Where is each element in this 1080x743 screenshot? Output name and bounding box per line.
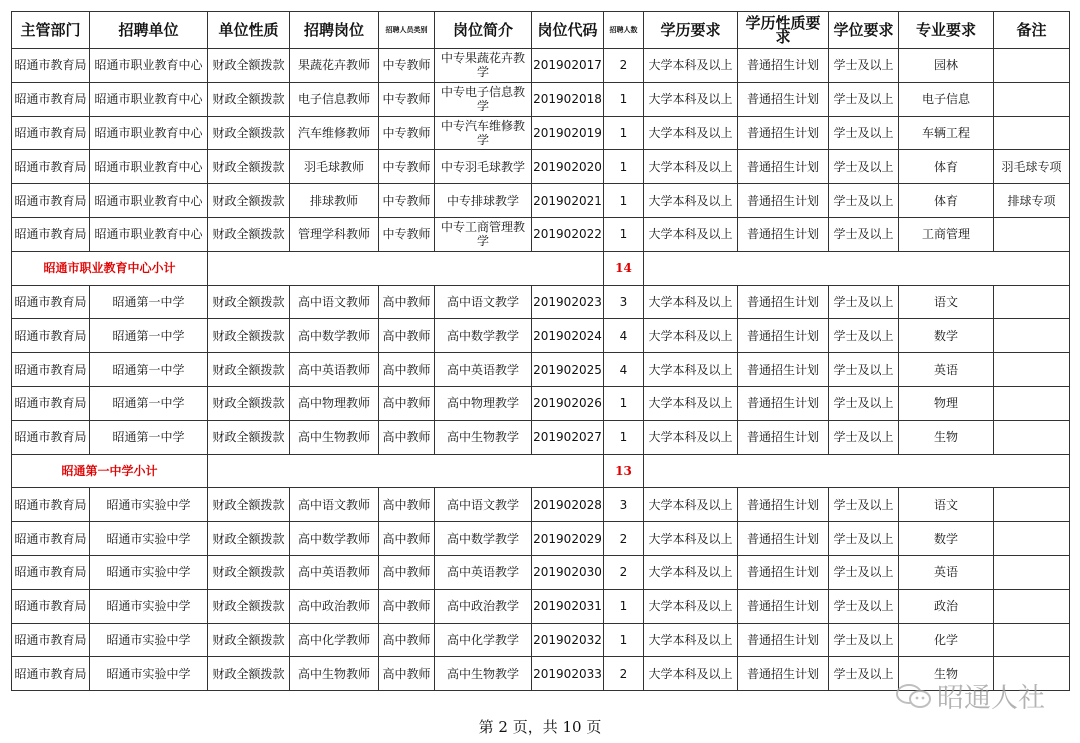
table-cell: 普通招生计划 bbox=[738, 657, 829, 691]
table-cell: 电子信息 bbox=[899, 82, 994, 116]
table-cell: 中专教师 bbox=[379, 184, 435, 218]
table-cell: 高中英语教师 bbox=[290, 353, 379, 387]
table-cell: 财政全额拨款 bbox=[208, 555, 290, 589]
table-cell: 昭通市教育局 bbox=[12, 555, 90, 589]
table-cell: 201902020 bbox=[532, 150, 604, 184]
table-cell: 201902030 bbox=[532, 555, 604, 589]
page-footer: 第 2 页，共 10 页 bbox=[478, 718, 602, 736]
column-header: 学位要求 bbox=[829, 12, 899, 49]
table-cell: 3 bbox=[604, 285, 644, 319]
table-cell: 高中政治教学 bbox=[435, 589, 532, 623]
table-cell: 1 bbox=[604, 589, 644, 623]
table-cell: 普通招生计划 bbox=[738, 49, 829, 83]
subtotal-row bbox=[12, 251, 1070, 285]
table-cell: 大学本科及以上 bbox=[644, 589, 738, 623]
column-header: 招聘人员类别 bbox=[379, 12, 435, 49]
table-cell: 财政全额拨款 bbox=[208, 657, 290, 691]
subtotal-row bbox=[12, 454, 1070, 488]
table-cell: 中专教师 bbox=[379, 150, 435, 184]
table-cell: 1 bbox=[604, 184, 644, 218]
table-cell: 昭通市教育局 bbox=[12, 116, 90, 150]
table-cell: 排球专项 bbox=[994, 184, 1070, 218]
table-cell: 中专教师 bbox=[379, 217, 435, 251]
table-cell: 大学本科及以上 bbox=[644, 82, 738, 116]
column-header: 专业要求 bbox=[899, 12, 994, 49]
table-row bbox=[12, 116, 1070, 150]
table-cell: 昭通市职业教育中心 bbox=[90, 49, 208, 83]
table-cell: 园林 bbox=[899, 49, 994, 83]
table-cell: 201902024 bbox=[532, 319, 604, 353]
column-header: 招聘单位 bbox=[90, 12, 208, 49]
table-cell: 昭通市实验中学 bbox=[90, 657, 208, 691]
table-cell: 高中教师 bbox=[379, 623, 435, 657]
table-cell: 中专工商管理教学 bbox=[435, 217, 532, 251]
table-cell: 高中语文教师 bbox=[290, 285, 379, 319]
table-cell: 高中英语教师 bbox=[290, 555, 379, 589]
table-cell: 高中生物教学 bbox=[435, 420, 532, 454]
table-cell: 大学本科及以上 bbox=[644, 319, 738, 353]
table-cell: 昭通市职业教育中心 bbox=[90, 184, 208, 218]
subtotal-label: 昭通第一中学小计 bbox=[12, 454, 208, 488]
table-cell: 管理学科教师 bbox=[290, 217, 379, 251]
table-cell: 财政全额拨款 bbox=[208, 49, 290, 83]
table-cell: 财政全额拨款 bbox=[208, 420, 290, 454]
recruitment-table bbox=[11, 11, 1070, 691]
table-cell: 昭通市教育局 bbox=[12, 319, 90, 353]
table-cell: 1 bbox=[604, 150, 644, 184]
table-cell: 4 bbox=[604, 319, 644, 353]
table-cell bbox=[994, 49, 1070, 83]
table-cell: 学士及以上 bbox=[829, 49, 899, 83]
table-cell: 昭通第一中学 bbox=[90, 386, 208, 420]
table-cell: 大学本科及以上 bbox=[644, 657, 738, 691]
table-cell: 政治 bbox=[899, 589, 994, 623]
header-row bbox=[12, 12, 1070, 49]
table-cell: 羽毛球教师 bbox=[290, 150, 379, 184]
table-cell: 大学本科及以上 bbox=[644, 420, 738, 454]
table-row bbox=[12, 150, 1070, 184]
table-cell bbox=[994, 522, 1070, 556]
table-cell: 高中教师 bbox=[379, 488, 435, 522]
table-row bbox=[12, 522, 1070, 556]
table-cell: 大学本科及以上 bbox=[644, 49, 738, 83]
table-cell: 大学本科及以上 bbox=[644, 623, 738, 657]
column-header: 学历性质要求 bbox=[738, 12, 829, 49]
table-cell: 数学 bbox=[899, 522, 994, 556]
table-cell bbox=[994, 386, 1070, 420]
table-cell: 201902018 bbox=[532, 82, 604, 116]
column-header: 学历要求 bbox=[644, 12, 738, 49]
table-cell: 1 bbox=[604, 116, 644, 150]
table-cell: 201902025 bbox=[532, 353, 604, 387]
table-cell: 英语 bbox=[899, 353, 994, 387]
table-cell: 昭通市教育局 bbox=[12, 522, 90, 556]
table-cell: 高中语文教学 bbox=[435, 488, 532, 522]
table-cell bbox=[994, 488, 1070, 522]
table-cell: 电子信息教师 bbox=[290, 82, 379, 116]
table-cell: 昭通市实验中学 bbox=[90, 589, 208, 623]
table-cell: 财政全额拨款 bbox=[208, 285, 290, 319]
table-cell: 车辆工程 bbox=[899, 116, 994, 150]
table-cell: 高中英语教学 bbox=[435, 555, 532, 589]
table-cell: 高中数学教师 bbox=[290, 319, 379, 353]
table-cell: 学士及以上 bbox=[829, 420, 899, 454]
table-cell: 财政全额拨款 bbox=[208, 353, 290, 387]
watermark bbox=[895, 676, 1045, 715]
table-cell: 生物 bbox=[899, 657, 994, 691]
table-cell: 昭通市教育局 bbox=[12, 150, 90, 184]
table-cell: 昭通市实验中学 bbox=[90, 522, 208, 556]
table-cell: 大学本科及以上 bbox=[644, 386, 738, 420]
empty-cell bbox=[208, 454, 604, 488]
subtotal-count: 14 bbox=[604, 251, 644, 285]
table-cell: 昭通市实验中学 bbox=[90, 488, 208, 522]
table-cell: 高中语文教师 bbox=[290, 488, 379, 522]
table-cell: 中专电子信息教学 bbox=[435, 82, 532, 116]
table-cell: 高中教师 bbox=[379, 353, 435, 387]
table-cell: 排球教师 bbox=[290, 184, 379, 218]
table-cell: 普通招生计划 bbox=[738, 420, 829, 454]
table-cell: 学士及以上 bbox=[829, 217, 899, 251]
table-cell: 化学 bbox=[899, 623, 994, 657]
table-cell: 大学本科及以上 bbox=[644, 184, 738, 218]
table-cell: 学士及以上 bbox=[829, 184, 899, 218]
table-cell: 学士及以上 bbox=[829, 319, 899, 353]
table-cell: 昭通第一中学 bbox=[90, 285, 208, 319]
table-cell: 学士及以上 bbox=[829, 555, 899, 589]
column-header: 岗位代码 bbox=[532, 12, 604, 49]
table-cell: 普通招生计划 bbox=[738, 82, 829, 116]
empty-cell bbox=[644, 251, 1070, 285]
empty-cell bbox=[208, 251, 604, 285]
table-cell: 高中教师 bbox=[379, 420, 435, 454]
table-cell: 大学本科及以上 bbox=[644, 555, 738, 589]
table-cell: 201902017 bbox=[532, 49, 604, 83]
table-cell: 汽车维修教师 bbox=[290, 116, 379, 150]
table-cell: 财政全额拨款 bbox=[208, 150, 290, 184]
table-cell bbox=[994, 82, 1070, 116]
table-row bbox=[12, 623, 1070, 657]
table-cell: 学士及以上 bbox=[829, 353, 899, 387]
table-cell: 201902029 bbox=[532, 522, 604, 556]
table-cell: 高中英语教学 bbox=[435, 353, 532, 387]
table-row bbox=[12, 488, 1070, 522]
table-cell: 201902023 bbox=[532, 285, 604, 319]
table-cell: 高中语文教学 bbox=[435, 285, 532, 319]
table-cell: 普通招生计划 bbox=[738, 488, 829, 522]
table-cell: 羽毛球专项 bbox=[994, 150, 1070, 184]
watermark-text: 昭通人社 bbox=[937, 683, 1045, 714]
table-cell: 201902032 bbox=[532, 623, 604, 657]
table-cell: 中专果蔬花卉教学 bbox=[435, 49, 532, 83]
table-cell: 高中教师 bbox=[379, 319, 435, 353]
table-cell: 英语 bbox=[899, 555, 994, 589]
column-header: 招聘岗位 bbox=[290, 12, 379, 49]
table-cell: 大学本科及以上 bbox=[644, 116, 738, 150]
table-cell: 高中生物教师 bbox=[290, 420, 379, 454]
table-cell: 高中数学教师 bbox=[290, 522, 379, 556]
table-cell: 高中教师 bbox=[379, 386, 435, 420]
empty-cell bbox=[644, 454, 1070, 488]
table-cell: 普通招生计划 bbox=[738, 522, 829, 556]
table-cell: 昭通市教育局 bbox=[12, 623, 90, 657]
table-row bbox=[12, 82, 1070, 116]
table-cell: 1 bbox=[604, 217, 644, 251]
table-cell: 学士及以上 bbox=[829, 150, 899, 184]
table-cell: 高中数学教学 bbox=[435, 522, 532, 556]
table-cell: 学士及以上 bbox=[829, 488, 899, 522]
table-cell: 高中生物教学 bbox=[435, 657, 532, 691]
table-cell: 昭通市教育局 bbox=[12, 353, 90, 387]
table-cell: 大学本科及以上 bbox=[644, 522, 738, 556]
table-row bbox=[12, 184, 1070, 218]
table-cell: 财政全额拨款 bbox=[208, 386, 290, 420]
table-cell: 大学本科及以上 bbox=[644, 150, 738, 184]
table-cell: 2 bbox=[604, 555, 644, 589]
table-cell: 昭通第一中学 bbox=[90, 319, 208, 353]
column-header: 主管部门 bbox=[12, 12, 90, 49]
table-cell: 昭通市教育局 bbox=[12, 285, 90, 319]
table-cell: 财政全额拨款 bbox=[208, 623, 290, 657]
table-cell: 财政全额拨款 bbox=[208, 488, 290, 522]
table-cell: 高中物理教学 bbox=[435, 386, 532, 420]
table-cell: 高中教师 bbox=[379, 555, 435, 589]
table-cell: 学士及以上 bbox=[829, 82, 899, 116]
table-cell bbox=[994, 285, 1070, 319]
table-cell: 昭通市教育局 bbox=[12, 82, 90, 116]
table-cell: 1 bbox=[604, 420, 644, 454]
table-cell: 昭通第一中学 bbox=[90, 420, 208, 454]
table-cell: 生物 bbox=[899, 420, 994, 454]
table-row bbox=[12, 285, 1070, 319]
table-cell bbox=[994, 217, 1070, 251]
table-cell: 1 bbox=[604, 623, 644, 657]
table-cell: 昭通市教育局 bbox=[12, 386, 90, 420]
table-cell bbox=[994, 353, 1070, 387]
column-header: 单位性质 bbox=[208, 12, 290, 49]
table-cell: 2 bbox=[604, 49, 644, 83]
table-cell: 财政全额拨款 bbox=[208, 589, 290, 623]
table-cell bbox=[994, 319, 1070, 353]
table-cell: 高中政治教师 bbox=[290, 589, 379, 623]
table-cell: 财政全额拨款 bbox=[208, 82, 290, 116]
table-cell: 高中化学教师 bbox=[290, 623, 379, 657]
table-cell bbox=[994, 116, 1070, 150]
table-cell: 学士及以上 bbox=[829, 657, 899, 691]
table-cell: 昭通市教育局 bbox=[12, 217, 90, 251]
subtotal-label: 昭通市职业教育中心小计 bbox=[12, 251, 208, 285]
table-cell: 高中教师 bbox=[379, 285, 435, 319]
table-cell: 学士及以上 bbox=[829, 116, 899, 150]
table-row bbox=[12, 353, 1070, 387]
table-cell: 中专教师 bbox=[379, 82, 435, 116]
subtotal-count: 13 bbox=[604, 454, 644, 488]
table-cell: 201902027 bbox=[532, 420, 604, 454]
table-cell: 财政全额拨款 bbox=[208, 184, 290, 218]
table-row bbox=[12, 217, 1070, 251]
table-cell: 昭通市教育局 bbox=[12, 420, 90, 454]
table-cell: 物理 bbox=[899, 386, 994, 420]
table-cell: 201902026 bbox=[532, 386, 604, 420]
table-cell: 中专教师 bbox=[379, 116, 435, 150]
table-cell: 语文 bbox=[899, 488, 994, 522]
table-cell: 学士及以上 bbox=[829, 522, 899, 556]
table-cell: 财政全额拨款 bbox=[208, 319, 290, 353]
table-cell: 学士及以上 bbox=[829, 285, 899, 319]
column-header: 备注 bbox=[994, 12, 1070, 49]
table-cell: 201902022 bbox=[532, 217, 604, 251]
table-cell: 昭通市教育局 bbox=[12, 488, 90, 522]
column-header: 岗位简介 bbox=[435, 12, 532, 49]
table-cell: 普通招生计划 bbox=[738, 319, 829, 353]
table-cell: 中专排球教学 bbox=[435, 184, 532, 218]
table-row bbox=[12, 49, 1070, 83]
table-cell: 普通招生计划 bbox=[738, 623, 829, 657]
table-cell: 3 bbox=[604, 488, 644, 522]
column-header: 招聘人数 bbox=[604, 12, 644, 49]
table-cell: 普通招生计划 bbox=[738, 555, 829, 589]
table-cell: 果蔬花卉教师 bbox=[290, 49, 379, 83]
table-cell: 工商管理 bbox=[899, 217, 994, 251]
table-cell: 数学 bbox=[899, 319, 994, 353]
table-cell: 财政全额拨款 bbox=[208, 217, 290, 251]
table-cell: 语文 bbox=[899, 285, 994, 319]
table-cell: 201902021 bbox=[532, 184, 604, 218]
table-cell: 中专羽毛球教学 bbox=[435, 150, 532, 184]
table-cell: 高中数学教学 bbox=[435, 319, 532, 353]
table-cell: 2 bbox=[604, 657, 644, 691]
table-cell: 学士及以上 bbox=[829, 386, 899, 420]
table-cell: 201902019 bbox=[532, 116, 604, 150]
table-cell: 高中物理教师 bbox=[290, 386, 379, 420]
table-cell: 财政全额拨款 bbox=[208, 522, 290, 556]
table-row bbox=[12, 589, 1070, 623]
table-cell: 昭通市教育局 bbox=[12, 657, 90, 691]
table-cell: 普通招生计划 bbox=[738, 589, 829, 623]
table-cell: 昭通市职业教育中心 bbox=[90, 82, 208, 116]
table-cell: 大学本科及以上 bbox=[644, 217, 738, 251]
table-cell: 201902031 bbox=[532, 589, 604, 623]
table-cell: 昭通市实验中学 bbox=[90, 623, 208, 657]
table-cell: 昭通市教育局 bbox=[12, 589, 90, 623]
table-cell: 201902033 bbox=[532, 657, 604, 691]
table-cell: 4 bbox=[604, 353, 644, 387]
table-cell bbox=[994, 420, 1070, 454]
table-cell: 普通招生计划 bbox=[738, 217, 829, 251]
table-cell: 普通招生计划 bbox=[738, 184, 829, 218]
table-cell: 昭通市教育局 bbox=[12, 49, 90, 83]
table-cell: 中专教师 bbox=[379, 49, 435, 83]
table-cell: 学士及以上 bbox=[829, 623, 899, 657]
table-cell: 高中教师 bbox=[379, 522, 435, 556]
table-cell: 财政全额拨款 bbox=[208, 116, 290, 150]
table-cell: 学士及以上 bbox=[829, 589, 899, 623]
table-row bbox=[12, 319, 1070, 353]
table-cell bbox=[994, 623, 1070, 657]
table-cell: 普通招生计划 bbox=[738, 353, 829, 387]
table-cell: 普通招生计划 bbox=[738, 150, 829, 184]
table-row bbox=[12, 555, 1070, 589]
table-cell: 普通招生计划 bbox=[738, 386, 829, 420]
table-cell: 高中化学教学 bbox=[435, 623, 532, 657]
table-cell: 普通招生计划 bbox=[738, 116, 829, 150]
table-cell bbox=[994, 555, 1070, 589]
table-cell: 高中教师 bbox=[379, 657, 435, 691]
table-cell: 大学本科及以上 bbox=[644, 488, 738, 522]
table-cell: 大学本科及以上 bbox=[644, 353, 738, 387]
table-cell: 高中生物教师 bbox=[290, 657, 379, 691]
table-cell: 高中教师 bbox=[379, 589, 435, 623]
table-cell: 大学本科及以上 bbox=[644, 285, 738, 319]
table-body bbox=[12, 49, 1070, 691]
wechat-icon bbox=[895, 682, 933, 710]
table-cell: 昭通市职业教育中心 bbox=[90, 116, 208, 150]
table-row bbox=[12, 386, 1070, 420]
table-row bbox=[12, 420, 1070, 454]
table-cell: 201902028 bbox=[532, 488, 604, 522]
table-cell: 昭通市实验中学 bbox=[90, 555, 208, 589]
table-cell: 体育 bbox=[899, 184, 994, 218]
table-cell: 1 bbox=[604, 386, 644, 420]
table-cell: 1 bbox=[604, 82, 644, 116]
table-cell: 中专汽车维修教学 bbox=[435, 116, 532, 150]
table-cell bbox=[994, 589, 1070, 623]
table-cell: 昭通市职业教育中心 bbox=[90, 217, 208, 251]
table-cell: 昭通市职业教育中心 bbox=[90, 150, 208, 184]
table-cell: 2 bbox=[604, 522, 644, 556]
table-cell: 昭通市教育局 bbox=[12, 184, 90, 218]
table-cell: 体育 bbox=[899, 150, 994, 184]
table-cell: 普通招生计划 bbox=[738, 285, 829, 319]
table-cell: 昭通第一中学 bbox=[90, 353, 208, 387]
